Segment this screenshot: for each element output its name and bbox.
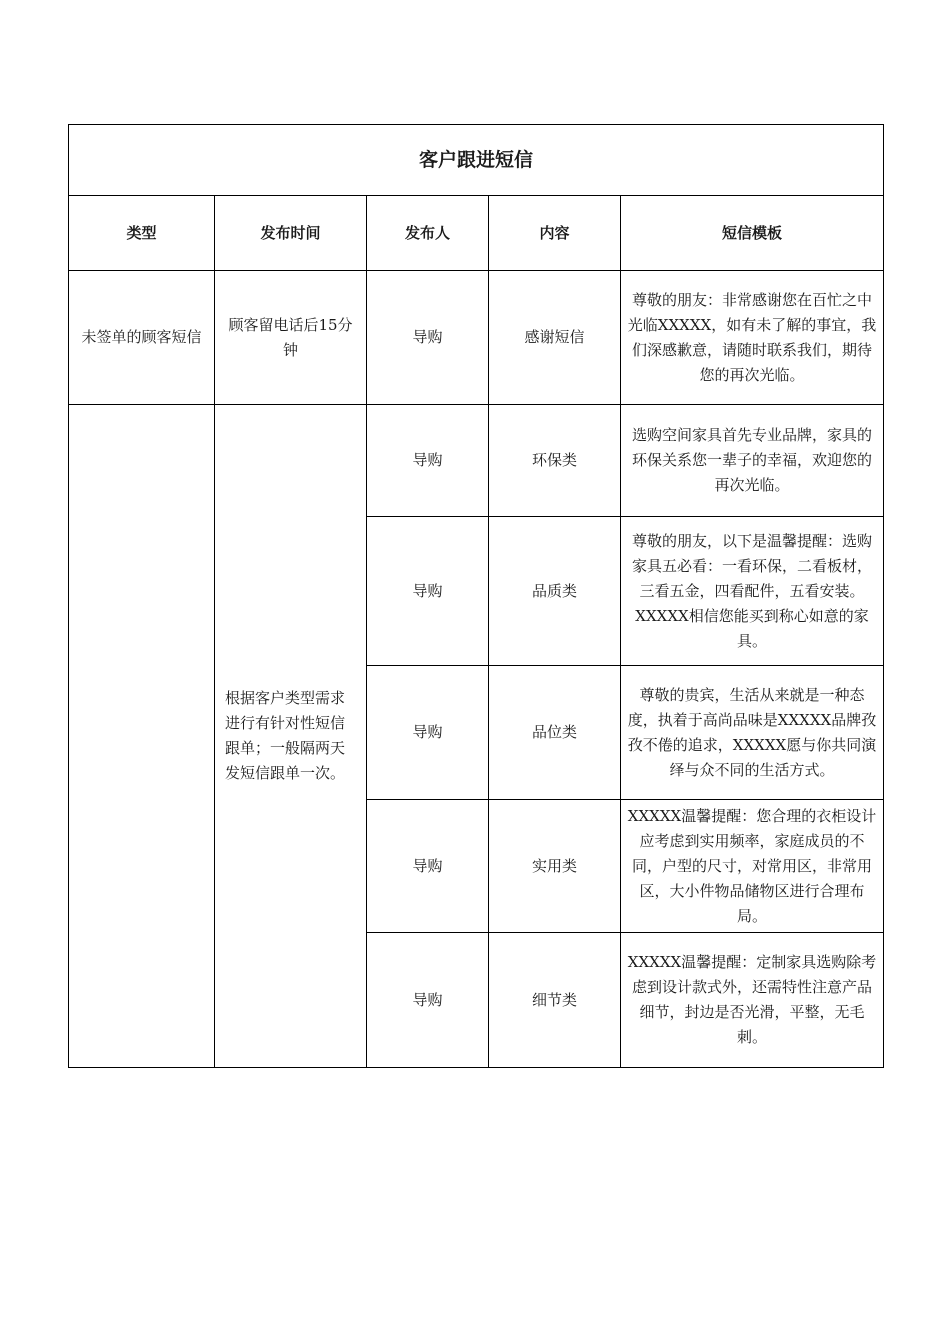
content-cell: 细节类	[489, 933, 621, 1068]
time-cell: 顾客留电话后15分钟	[215, 271, 367, 405]
content-cell: 实用类	[489, 800, 621, 933]
template-cell: 尊敬的朋友：非常感谢您在百忙之中光临XXXXX，如有未了解的事宜，我们深感歉意，请随时联系我们，期待您的再次光临。	[621, 271, 884, 405]
template-cell: 选购空间家具首先专业品牌，家具的环保关系您一辈子的幸福，欢迎您的再次光临。	[621, 405, 884, 517]
table-row	[69, 405, 884, 517]
type-cell-empty	[69, 405, 215, 1068]
time-cell-followup: 根据客户类型需求进行有针对性短信跟单；一般隔两天发短信跟单一次。	[215, 405, 367, 1068]
type-cell: 未签单的顾客短信	[69, 271, 215, 405]
header-template: 短信模板	[621, 196, 884, 271]
publisher-cell: 导购	[367, 800, 489, 933]
content-cell: 环保类	[489, 405, 621, 517]
header-content: 内容	[489, 196, 621, 271]
content-cell: 感谢短信	[489, 271, 621, 405]
template-cell: XXXXX温馨提醒：您合理的衣柜设计应考虑到实用频率，家庭成员的不同，户型的尺寸，对常用区，非常用区，大小件物品储物区进行合理布局。	[621, 800, 884, 933]
header-publisher: 发布人	[367, 196, 489, 271]
publisher-cell: 导购	[367, 517, 489, 666]
template-cell: 尊敬的贵宾，生活从来就是一种态度，执着于高尚品味是XXXXX品牌孜孜不倦的追求，XXXXX愿与你共同演绎与众不同的生活方式。	[621, 666, 884, 800]
table-row	[69, 271, 884, 405]
template-cell: 尊敬的朋友，以下是温馨提醒：选购家具五必看：一看环保，二看板材，三看五金，四看配件，五看安装。XXXXX相信您能买到称心如意的家具。	[621, 517, 884, 666]
sms-followup-table	[68, 124, 884, 1068]
table-title: 客户跟进短信	[69, 125, 884, 196]
publisher-cell: 导购	[367, 271, 489, 405]
publisher-cell: 导购	[367, 666, 489, 800]
title-row	[69, 125, 884, 196]
publisher-cell: 导购	[367, 933, 489, 1068]
publisher-cell: 导购	[367, 405, 489, 517]
content-cell: 品位类	[489, 666, 621, 800]
header-row	[69, 196, 884, 271]
header-type: 类型	[69, 196, 215, 271]
content-cell: 品质类	[489, 517, 621, 666]
template-cell: XXXXX温馨提醒：定制家具选购除考虑到设计款式外，还需特性注意产品细节，封边是否光滑，平整，无毛刺。	[621, 933, 884, 1068]
header-time: 发布时间	[215, 196, 367, 271]
